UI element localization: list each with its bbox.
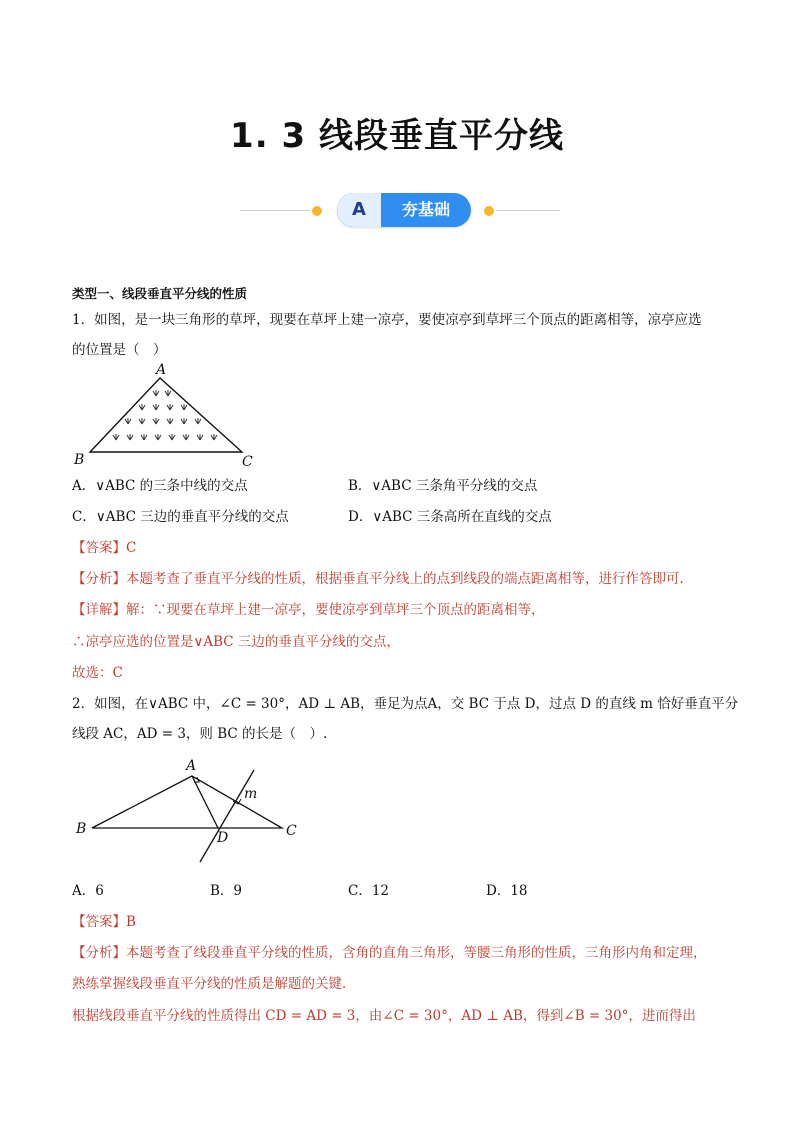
banner-right-dot xyxy=(484,206,494,216)
q2-option-d: D．18 xyxy=(486,883,528,899)
q1-option-d: D．∨ABC 三条高所在直线的交点 xyxy=(348,509,552,525)
q1-label-c: C xyxy=(242,454,253,470)
section-heading: 类型一、线段垂直平分线的性质 xyxy=(72,286,248,301)
q1-figure-triangle xyxy=(72,362,272,472)
q2-label-c: C xyxy=(286,823,297,839)
q2-stem-line1: 2．如图，在∨ABC 中，∠C = 30°，AD ⊥ AB，垂足为点A，交 BC 于点 D，过点 D 的直线 m 恰好垂直平分 xyxy=(72,696,739,712)
q2-label-d: D xyxy=(217,830,229,846)
q2-label-b: B xyxy=(76,821,87,837)
q2-option-b: B．9 xyxy=(210,883,243,899)
q1-label-a: A xyxy=(156,362,167,378)
q1-option-c: C．∨ABC 三边的垂直平分线的交点 xyxy=(72,509,289,525)
q2-analysis-line1: 【分析】本题考查了线段垂直平分线的性质，含角的直角三角形，等腰三角形的性质，三角形内角和定理， xyxy=(72,945,707,961)
level-badge xyxy=(337,193,471,227)
page-title: 1. 3 线段垂直平分线 xyxy=(230,116,564,156)
q2-stem-line2: 线段 AC，AD = 3，则 BC 的长是（ ）. xyxy=(72,726,328,742)
q1-option-b: B．∨ABC 三条角平分线的交点 xyxy=(348,478,538,494)
banner-left-dot xyxy=(312,206,322,216)
q1-conclusion: ∴凉亭应选的位置是∨ABC 三边的垂直平分线的交点， xyxy=(72,634,400,650)
badge-label: 夯基础 xyxy=(401,200,450,219)
q1-stem-line1: 1．如图，是一块三角形的草坪，现要在草坪上建一凉亭，要使凉亭到草坪三个顶点的距离相等，凉亭应选 xyxy=(72,312,702,328)
q1-stem-line2: 的位置是（ ） xyxy=(72,342,167,358)
q1-analysis: 【分析】本题考查了垂直平分线的性质，根据垂直平分线上的点到线段的端点距离相等，进行作答即可． xyxy=(72,571,693,587)
q2-option-c: C．12 xyxy=(348,883,390,899)
section-banner xyxy=(240,193,560,229)
q2-analysis-line2: 熟练掌握线段垂直平分线的性质是解题的关键． xyxy=(72,976,356,992)
q2-label-m: m xyxy=(244,786,258,802)
badge-letter: A xyxy=(337,193,381,227)
q2-label-a: A xyxy=(186,758,197,774)
q1-choice: 故选：C xyxy=(72,665,123,681)
banner-right-rule xyxy=(496,210,560,211)
q2-answer: 【答案】B xyxy=(72,914,136,930)
q1-label-b: B xyxy=(74,452,85,468)
q2-option-a: A．6 xyxy=(72,883,104,899)
banner-left-rule xyxy=(240,210,310,211)
q2-figure-triangle xyxy=(72,756,312,866)
q1-option-a: A．∨ABC 的三条中线的交点 xyxy=(72,478,248,494)
q1-detail: 【详解】解：∵现要在草坪上建一凉亭，要使凉亭到草坪三个顶点的距离相等， xyxy=(72,602,545,618)
q2-solution-line: 根据线段垂直平分线的性质得出 CD = AD = 3，由∠C = 30°，AD ⊥ AB，得到∠B = 30°，进而得出 xyxy=(72,1008,696,1024)
q1-answer: 【答案】C xyxy=(72,540,137,556)
